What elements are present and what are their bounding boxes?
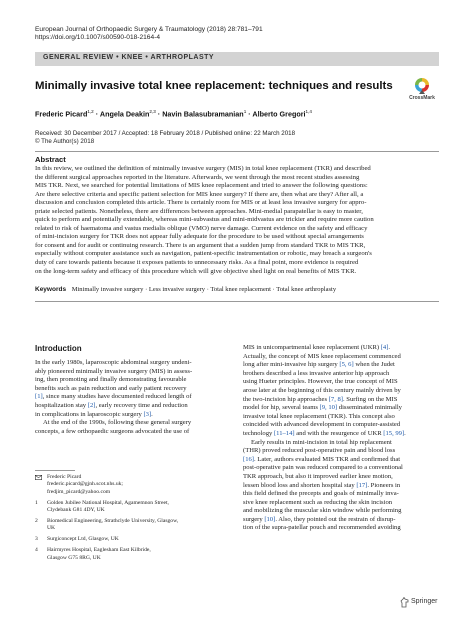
keywords-label: Keywords [35,286,67,293]
affiliation-note [35,500,227,515]
text-line [243,456,439,465]
author-name[interactable]: Angela Deakin [99,109,150,119]
keyword-separator: · [205,286,211,293]
line-text: using Hueter principles. However, the true concept of MIS [243,378,398,386]
text-line [35,368,227,377]
text-line [35,428,227,437]
line-text: hospitalization stay [35,401,88,409]
crossmark-label: CrossMark [409,95,435,101]
line-text: arose later at the beginning of this century mainly driven by [243,386,401,394]
footnote-divider [35,470,75,471]
line-text: . Later, authors evaluated MIS TKR and confirmed that [254,455,401,463]
author-separator: · [157,109,161,119]
text-line [243,353,439,362]
keywords-items [72,286,336,293]
author-name[interactable]: Frederic Picard [35,109,88,119]
divider [35,301,439,302]
abstract-line: quick to perform and potentially extendable, whereas mini-subvastus and mini-midvastus are trickier and require more caution [35,216,374,224]
line-text: . Pioneers in [367,481,401,489]
line-text: Early results in mini-incision in total hip replacement [251,438,392,446]
article-dates [35,130,295,147]
text-line [243,482,439,491]
abstract-line: In this review, we outlined the definition of minimally invasive surgery (MIS) in total knee replacement (TKR) and described [35,165,371,172]
text-line [243,421,439,430]
line-text: Actually, the concept of MIS knee replacement commenced [243,352,401,360]
line-text: concepts, a few orthopaedic surgeons advocated the use of [35,427,190,435]
keyword-separator: · [143,286,149,293]
line-text: the two-incision hip approaches [243,395,329,403]
affiliation-number: 4 [35,547,38,554]
abstract-line: Are there selective criteria and specific patient selection for MIS knee surgery? If there are, then what are they? After all, a [35,190,364,198]
corresponding-email[interactable]: fredjim_picard@yahoo.com [47,488,111,495]
line-text: in complications in laparoscopic surgery [35,410,144,418]
line-text: lessen blood loss and shorten hospital stay [243,481,357,489]
line-text: model for hip, several teams [243,404,320,412]
line-text: , early recovery time and reduction [95,401,188,409]
springer-logo [400,597,442,609]
body-column-right [243,344,439,533]
body-column-left [35,359,227,436]
text-line [243,507,439,516]
text-line [35,402,227,411]
keyword: Less invasive surgery [148,286,206,293]
paragraph [35,359,227,419]
paragraph [243,439,439,534]
author-list [35,109,439,118]
crossmark-icon [415,78,429,94]
abstract-line: on the long-term safety and efficacy of this procedure which will give objective shed light on real benefits of MIS TKR. [35,267,357,275]
copyright-line: © The Author(s) 2018 [35,138,95,146]
line-text: . Surfing on the MIS [343,395,398,403]
author-affiliation: 1,2 [87,109,94,114]
text-line [243,473,439,482]
line-text: invasive total knee replacement (TKR). This concept also [243,412,395,420]
citation-link[interactable]: [11–14] [273,429,295,437]
affiliation-note [35,547,227,562]
author-separator: · [248,109,251,119]
citation-link[interactable]: [2] [87,401,96,409]
author-affiliation: 1 [243,109,247,114]
article-title: Minimally invasive total knee replacement: techniques and results [35,80,393,92]
affiliation-note [35,536,227,543]
abstract-line: MIS TKR. Next, we searched for potential limitations of MIS knee replacement and tried to answer the following questions: [35,182,368,190]
text-line [35,359,227,368]
text-line [243,396,439,405]
text-line [243,387,439,396]
citation-link[interactable]: [15, 99] [383,429,405,437]
line-text: surgery [243,515,265,523]
text-line [243,404,439,413]
affiliation-line: Surgiconcept Ltd, Glasgow, UK [47,536,119,543]
line-text: . [151,410,153,418]
crossmark-badge[interactable] [405,78,439,108]
affiliation-number: 1 [35,499,38,506]
abstract-body [35,165,439,276]
line-text: At the end of the 1990s, following these general surgery [43,419,192,427]
line-text: this field defined the precepts and goals of minimally inva- [243,490,399,498]
author-name[interactable]: Alberto Gregori [252,109,306,119]
line-text: brothers described a less invasive anterior hip approach [243,369,390,377]
citation-link[interactable]: [1] [35,393,43,401]
line-text: coincided with advanced development in computer-assisted [243,421,401,429]
journal-header [35,26,263,43]
author-affiliation: 1,4 [305,109,312,114]
affiliation-line: UK [47,525,56,532]
springer-horse-icon [400,597,410,608]
keyword: Minimally invasive surgery [71,286,144,293]
line-text: and with the resurgence of UKR [294,429,384,437]
affiliation-list [35,500,227,562]
line-text: when the Judet [353,361,395,369]
text-line [35,419,227,428]
affiliation-note [35,518,227,533]
text-line [243,344,439,353]
text-line [243,439,439,448]
corresponding-author-name: Frederic Picard [47,474,82,480]
paragraph [243,344,439,439]
line-text: TKR approach, but also it improved earlier knee motion, [243,472,393,480]
citation-link[interactable]: [4] [380,344,389,351]
text-line [243,413,439,422]
history-dates: Received: 30 December 2017 / Accepted: 18 February 2018 / Published online: 22 March 2018 [35,130,296,137]
journal-citation: European Journal of Orthopaedic Surgery & Traumatology (2018) 28:781–791 [35,26,263,33]
line-text: benefits such as pain reduction and early patient recovery [35,384,187,392]
article-category: GENERAL REVIEW • KNEE • ARTHROPLASTY [43,54,215,61]
abstract-line: duty of care towards patients because it exposes patients to unnecessary risks. As a final point, more evidence is required [35,259,359,267]
abstract-line: for consent and for audit or continuing research. There is an argument that a sudden jump from standard TKR to MIS TKR, [35,241,366,249]
text-line [243,447,439,456]
line-text: technology [243,429,274,437]
citation-link[interactable]: [10] [264,515,276,523]
affiliation-number: 3 [35,536,38,543]
text-line [243,499,439,508]
doi-link[interactable]: https://doi.org/10.1007/s00590-018-2164-4 [35,34,161,42]
corresponding-email[interactable]: frederic.picard@gjnh.scot.nhs.uk; [47,481,123,488]
abstract-line: the different surgical approaches reported in the literature. Afterwards, we went through the most recent studies assessing [35,173,360,181]
citation-link[interactable]: [3] [143,410,152,418]
line-text: (THR) proved reduced post-operative pain and blood loss [243,447,396,455]
line-text: post-operative pain was reduced compared to a conventional [243,464,403,472]
affiliation-number: 2 [35,518,38,525]
author-affiliation: 2,3 [149,109,156,114]
affiliation-line: Glasgow G75 8RG, UK [47,554,101,561]
text-line [243,524,439,533]
keyword-separator: · [270,286,277,293]
affiliation-line: Hairmyres Hospital, Eaglesham East Kilbride, [47,547,151,554]
line-text: . [388,344,391,351]
citation-link[interactable]: [7, 8] [328,395,343,403]
line-text: tion of the supra-patellar pouch and recommended avoiding [243,524,401,532]
text-line [243,361,439,370]
line-text: and mobilizing the muscular skin window while performing [243,507,402,515]
line-text: . [404,429,406,437]
affiliation-line: Clydebank G81 4DY, UK [47,507,105,514]
line-text: In the early 1980s, laparoscopic abdominal surgery undeni- [35,359,192,366]
text-line [243,370,439,379]
publisher-name: Springer [411,598,438,605]
line-text: , since many studies have documented reduced length of [42,393,192,401]
line-text: disseminated minimally [337,404,402,412]
line-text: . Also, they pointed out the restrain of disrup- [275,515,396,523]
text-line [243,490,439,499]
text-line [35,411,227,420]
citation-link[interactable]: [17] [356,481,368,489]
line-text: sive knee replacement such as reducing the skin incision [243,498,393,506]
text-line [243,516,439,525]
abstract-line: of mini-incision surgery for TKR does not appear fully adequate for the procedure to be used without special arrangements [35,233,364,241]
text-line [35,385,227,394]
citation-link[interactable]: [5, 6] [339,361,354,369]
affiliation-line: Biomedical Engineering, Strathclyde University, Glasgow, [47,518,179,525]
abstract-heading: Abstract [35,155,66,164]
abstract-line: especially without computer assistance such as navigation, patient-specific instrumentation or robotic, may breach a surgeon's [35,250,372,258]
category-bar [35,52,439,66]
paragraph [35,419,227,436]
text-line [243,430,439,439]
text-line [243,464,439,473]
line-text: ing, then promoting and finally demonstrating favourable [35,376,187,384]
text-line [243,378,439,387]
text-line [35,393,227,402]
author-separator: · [95,109,99,119]
section-heading-introduction: Introduction [35,344,82,353]
abstract-line: discussion and conclusion completed this article. There is certainly room for MIS or at least less invasive surgery for appro- [35,199,367,207]
envelope-icon [35,474,42,480]
divider [35,151,439,152]
line-text: ably pioneered minimally invasive surgery (MIS) in assess- [35,367,193,375]
citation-link[interactable]: [9, 10] [319,404,338,412]
author-name[interactable]: Navin Balasubramanian [162,109,244,119]
line-text: long after mini-invasive hip surgery [243,361,340,369]
keywords-line [35,286,439,295]
abstract-line: related to risk of haematoma and vastus medialis oblique (VMO) nerve damage. Current evidence on the safety and efficacy [35,224,368,232]
affiliation-line: Golden Jubilee National Hospital, Agamemnon Street, [47,499,169,506]
corresponding-author-note [35,474,227,496]
footnotes [35,474,227,566]
abstract-line: priate selected patients. Nonetheless, there are differences between approaches. Mini-medial parapatellar is easy to master, [35,207,363,215]
text-line [35,376,227,385]
line-text: MIS in unicompartmental knee replacement (UKR) [243,344,381,351]
keyword: Total knee replacement [210,286,271,293]
keyword: Total knee arthroplasty [276,286,337,293]
citation-link[interactable]: [16] [243,455,254,463]
